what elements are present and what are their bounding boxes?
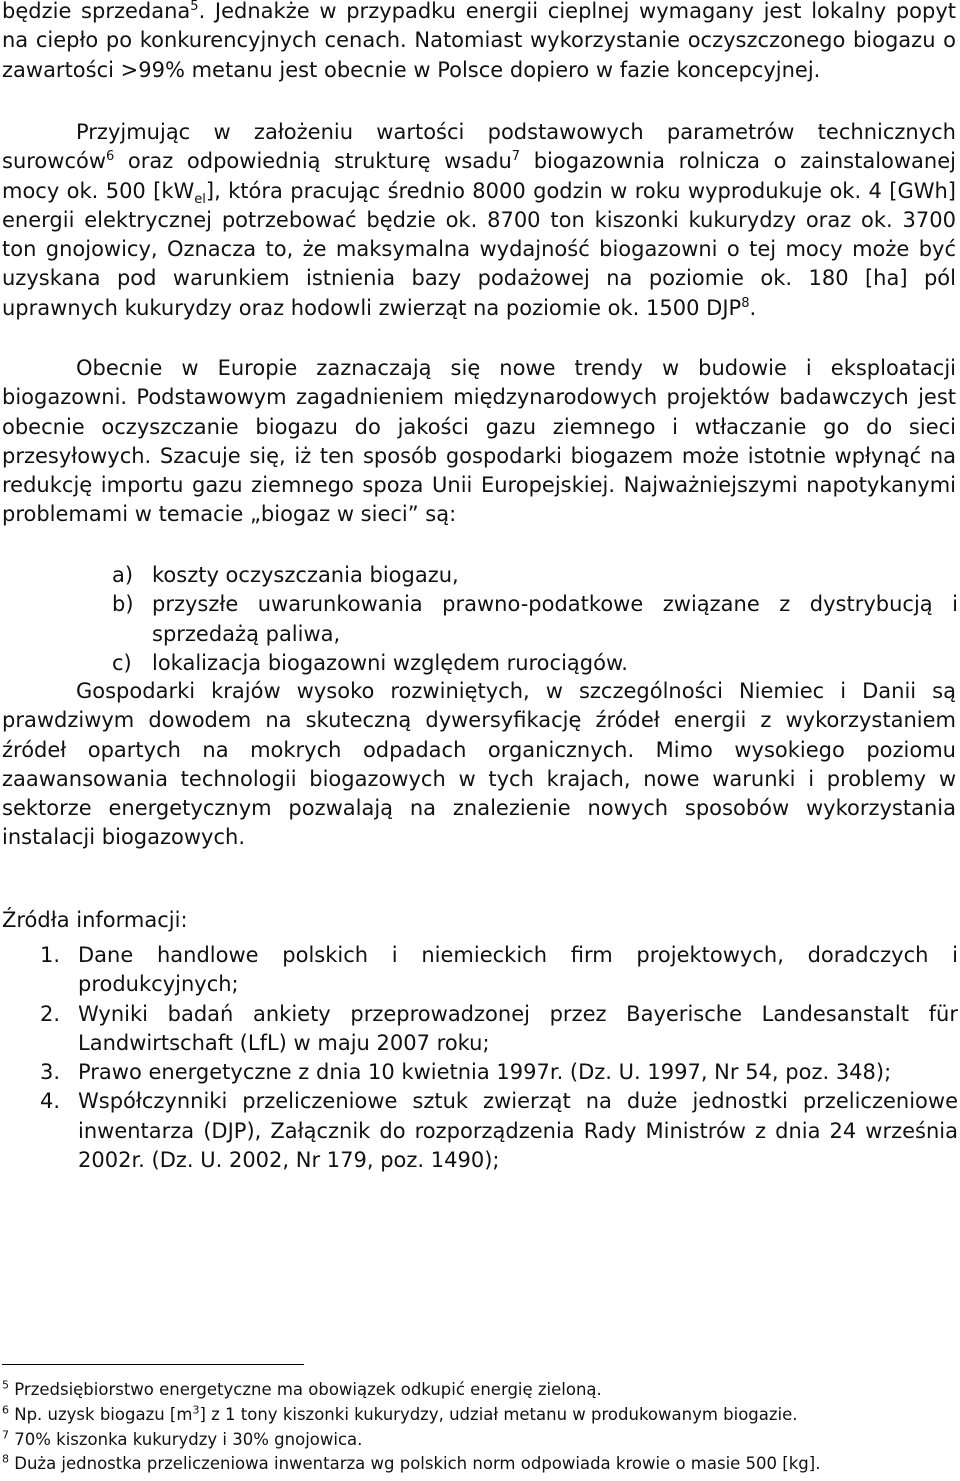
- footnote-text: Przedsiębiorstwo energetyczne ma obowiązek odkupić energię zieloną.: [9, 1380, 602, 1399]
- text-run: . Jednakże w przypadku energii cieplnej wymagany jest lokalny popyt na ciepło po konkurencyjnych cenach. Natomiast wykorzystanie oczyszczonego biogazu o zawartości >99% metanu jest obecnie w Polsce dopiero w fazie koncepcyjnej.: [2, 0, 956, 82]
- footnote-number: 7: [2, 1428, 9, 1442]
- list-item-text: Dane handlowe polskich i niemieckich firm projektowych, doradczych i produkcyjnych;: [78, 943, 958, 997]
- footnote-ref[interactable]: 8: [741, 295, 750, 311]
- list-marker: 3.: [40, 1060, 61, 1085]
- list-item-text: przyszłe uwarunkowania prawno-podatkowe związane z dystrybucją i sprzedażą paliwa,: [152, 592, 958, 646]
- footnote: [2, 1403, 958, 1428]
- text-run: oraz odpowiednią strukturę wsadu: [114, 149, 512, 174]
- text-run: będzie sprzedana: [2, 0, 191, 23]
- footnote: [2, 1428, 958, 1453]
- footnote-separator: [2, 1364, 304, 1365]
- footnote-text: Duża jednostka przeliczeniowa inwentarza wg polskich norm odpowiada krowie o masie 500 [kg].: [9, 1454, 821, 1473]
- paragraph-parameters: [2, 118, 956, 323]
- list-item: [2, 941, 958, 1000]
- problems-list: [2, 561, 958, 678]
- footnote-text: 70% kiszonka kukurydzy i 30% gnojowica.: [9, 1430, 363, 1449]
- list-item: [2, 1000, 958, 1059]
- text-run: .: [749, 295, 757, 320]
- list-marker: 2.: [40, 1001, 61, 1026]
- footnote-ref[interactable]: 7: [511, 149, 521, 165]
- subscript: el: [194, 191, 206, 207]
- sources-list: [2, 941, 958, 1175]
- superscript: 3: [192, 1403, 200, 1417]
- list-marker: 1.: [40, 943, 61, 967]
- paragraph-countries: Gospodarki krajów wysoko rozwiniętych, w szczególności Niemiec i Danii są prawdziwym dowodem na skuteczną dywersyfikację źródeł energii z wykorzystaniem źródeł opartych na mokrych odpadach organicznych. Mimo wysokiego poziomu zaawansowania technologii biogazowych w tych krajach, nowe warunki i problemy w sektorze energetycznym pozwalają na znalezienie nowych sposobów wykorzystania instalacji biogazowych.: [2, 679, 956, 850]
- list-item-text: koszty oczyszczania biogazu,: [152, 563, 459, 587]
- footnote: [2, 1452, 958, 1477]
- footnote-text: Np. uzysk biogazu [m: [9, 1405, 193, 1424]
- list-marker: c): [112, 650, 132, 675]
- list-marker: 4.: [40, 1089, 61, 1114]
- list-item-text: Współczynniki przeliczeniowe sztuk zwierząt na duże jednostki przeliczeniowe inwentarza (DJP), Załącznik do rozporządzenia Rady Ministrów z dnia 24 września 2002r. (Dz. U. 2002, Nr 179, poz. 1490);: [78, 1089, 958, 1173]
- paragraph-trends: Obecnie w Europie zaznaczają się nowe trendy w budowie i eksploatacji biogazowni. Podstawowym zagadnieniem międzynarodowych projektów badawczych jest obecnie oczyszczanie biogazu do jakości gazu ziemnego i wtłaczanie go do sieci przesyłowych. Szacuje się, iż ten sposób gospodarki biogazem może istotnie wpłynąć na redukcję importu gazu ziemnego spoza Unii Europejskiej. Najważniejszymi napotykanymi problemami w temacie „biogaz w sieci” są:: [2, 356, 956, 527]
- sources-heading: Źródła informacji:: [2, 908, 188, 932]
- footnote-number: 6: [2, 1403, 9, 1417]
- footnote-ref[interactable]: 6: [106, 149, 115, 165]
- list-item: [2, 649, 958, 678]
- list-item: [2, 590, 958, 649]
- list-marker: a): [112, 563, 134, 587]
- text-run: biogazownia rolnicza o zainstalowanej mocy ok. 500 [kW: [2, 149, 956, 203]
- list-item: [2, 1058, 958, 1087]
- footnote-number: 8: [2, 1452, 9, 1466]
- list-item-text: Prawo energetyczne z dnia 10 kwietnia 1997r. (Dz. U. 1997, Nr 54, poz. 348);: [78, 1060, 892, 1085]
- list-item-text: lokalizacja biogazowni względem rurociągów.: [152, 650, 628, 675]
- footnote-ref[interactable]: 5: [190, 0, 199, 14]
- list-item-text: Wyniki badań ankiety przeprowadzonej przez Bayerische Landesanstalt für Landwirtschaft (LfL) w maju 2007 roku;: [78, 1001, 958, 1055]
- footnote-number: 5: [2, 1378, 9, 1392]
- list-item: [2, 1087, 958, 1175]
- list-marker: b): [112, 592, 134, 617]
- footnote-text: ] z 1 tony kiszonki kukurydzy, udział metanu w produkowanym biogazie.: [199, 1405, 798, 1424]
- paragraph-intro: [2, 0, 956, 85]
- list-item: [2, 561, 958, 590]
- footnote: [2, 1378, 958, 1403]
- text-run: ], która pracując średnio 8000 godzin w roku wyprodukuje ok. 4 [GWh] energii elektrycznej potrzebować będzie ok. 8700 ton kiszonki kukurydzy oraz ok. 3700 ton gnojowicy, Oznacza to, że maksymalna wydajność biogazowni o tej mocy może być uzyskana pod warunkiem istnienia bazy podażowej na poziomie ok. 180 [ha] pól uprawnych kukurydzy oraz hodowli zwierząt na poziomie ok. 1500 DJP: [2, 178, 956, 320]
- text-run: Przyjmując w założeniu wartości podstawowych parametrów technicznych surowców: [2, 120, 956, 174]
